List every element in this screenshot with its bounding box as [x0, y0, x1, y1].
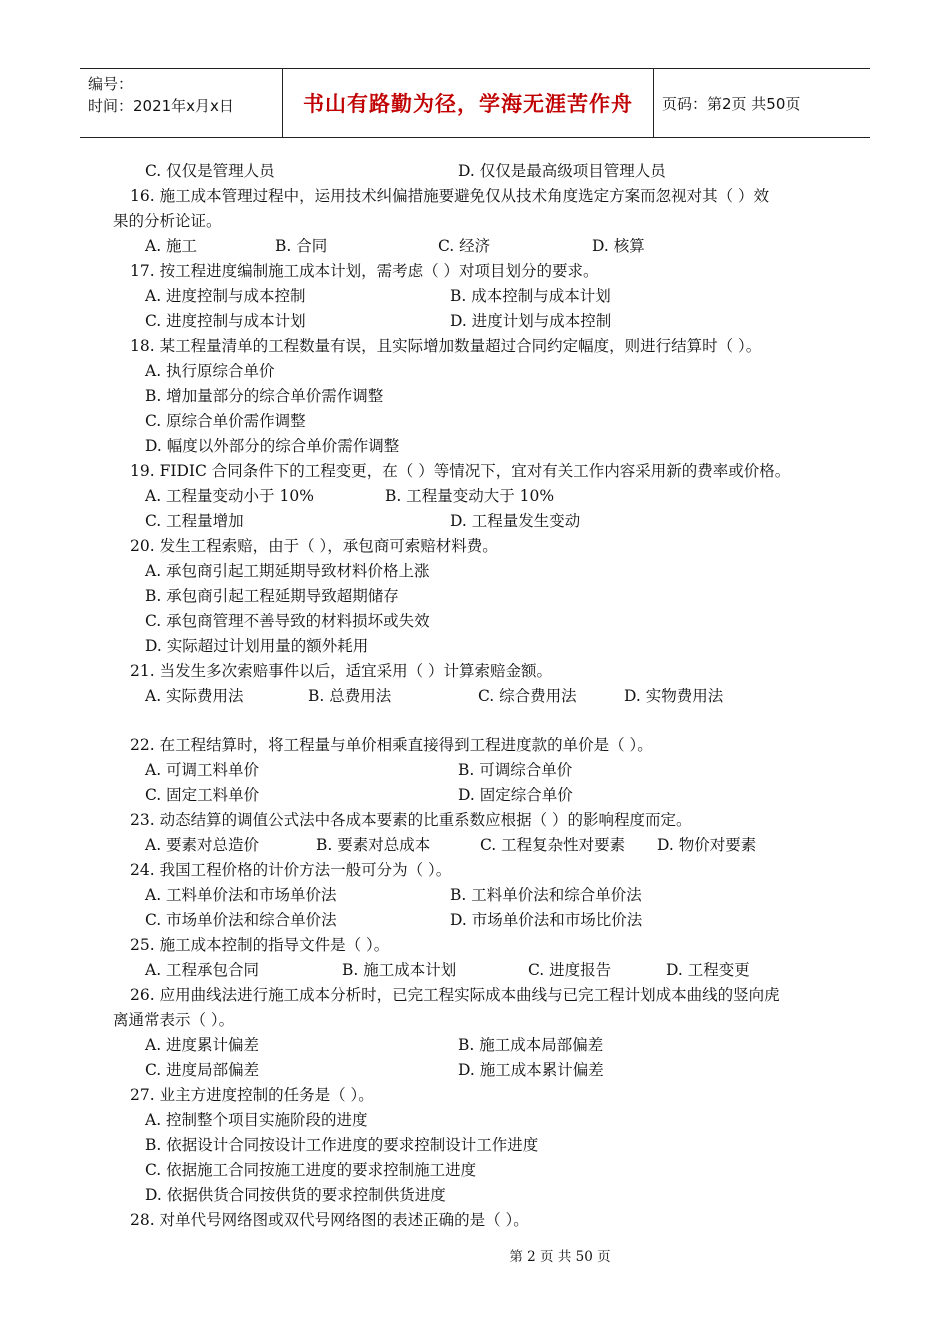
text-line: D. 仅仅是最高级项目管理人员: [458, 162, 666, 180]
text-line: D. 实际超过计划用量的额外耗用: [145, 637, 369, 655]
text-line: C. 工程量增加: [145, 512, 244, 530]
text-line: C. 工程复杂性对要素: [480, 836, 626, 854]
text-line: A. 实际费用法: [145, 687, 244, 705]
text-line: A. 工料单价法和市场单价法: [145, 886, 337, 904]
text-line: C. 经济: [438, 237, 491, 255]
text-line: C. 进度报告: [528, 961, 612, 979]
text-line: D. 工程量发生变动: [450, 512, 581, 530]
text-line: A. 要素对总造价: [145, 836, 260, 854]
text-line: 24. 我国工程价格的计价方法一般可分为（ ）。: [130, 861, 452, 879]
text-line: D. 实物费用法: [624, 687, 724, 705]
text-line: B. 工料单价法和综合单价法: [450, 886, 642, 904]
text-line: A. 施工: [145, 237, 198, 255]
text-line: C. 进度控制与成本计划: [145, 312, 306, 330]
text-line: 17. 按工程进度编制施工成本计划，需考虑（ ）对项目划分的要求。: [130, 262, 599, 280]
text-line: 离通常表示（ ）。: [113, 1011, 235, 1029]
text-line: D. 工程变更: [666, 961, 750, 979]
text-line: D. 固定综合单价: [458, 786, 573, 804]
header-page-cell: [654, 69, 870, 137]
text-line: D. 进度计划与成本控制: [450, 312, 612, 330]
text-line: 26. 应用曲线法进行施工成本分析时，已完工程实际成本曲线与已完工程计划成本曲线的竖向虎: [130, 986, 780, 1004]
text-line: A. 工程承包合同: [145, 961, 260, 979]
text-line: D. 市场单价法和市场比价法: [450, 911, 643, 929]
text-line: C. 承包商管理不善导致的材料损坏或失效: [145, 612, 430, 630]
text-line: C. 固定工料单价: [145, 786, 260, 804]
text-line: 25. 施工成本控制的指导文件是（ ）。: [130, 936, 390, 954]
header-meta-cell: [80, 69, 282, 137]
text-line: A. 控制整个项目实施阶段的进度: [145, 1111, 368, 1129]
text-line: C. 市场单价法和综合单价法: [145, 911, 337, 929]
text-line: B. 工程量变动大于 10%: [385, 487, 555, 505]
page-footer: [0, 1245, 950, 1265]
text-line: A. 工程量变动小于 10%: [145, 487, 314, 505]
text-line: A. 进度累计偏差: [145, 1036, 260, 1054]
text-line: B. 依据设计合同按设计工作进度的要求控制设计工作进度: [145, 1136, 539, 1154]
text-line: 27. 业主方进度控制的任务是（ ）。: [130, 1086, 374, 1104]
footer-page-number: 第 2 页 共 50 页: [509, 1249, 611, 1265]
page-label: 页码：第2页 共50页: [662, 94, 801, 113]
text-line: 23. 动态结算的调值公式法中各成本要素的比重系数应根据（ ）的影响程度而定。: [130, 811, 692, 829]
text-line: D. 施工成本累计偏差: [458, 1061, 604, 1079]
text-line: D. 物价对要素: [657, 836, 757, 854]
text-line: C. 综合费用法: [478, 687, 577, 705]
text-line: 22. 在工程结算时，将工程量与单价相乘直接得到工程进度款的单价是（ ）。: [130, 736, 653, 754]
text-line: A. 进度控制与成本控制: [145, 287, 306, 305]
text-line: C. 依据施工合同按施工进度的要求控制施工进度: [145, 1161, 477, 1179]
text-line: 19. FIDIC 合同条件下的工程变更，在（ ）等情况下，宜对有关工作内容采用新的费率或价格。: [130, 462, 791, 480]
text-line: 18. 某工程量清单的工程数量有误，且实际增加数量超过合同约定幅度，则进行结算时（ ）。: [130, 337, 762, 355]
text-line: D. 核算: [592, 237, 645, 255]
text-line: C. 原综合单价需作调整: [145, 412, 306, 430]
text-line: 28. 对单代号网络图或双代号网络图的表述正确的是（ ）。: [130, 1211, 529, 1229]
header-table: [80, 68, 870, 138]
text-line: 果的分析论证。: [113, 212, 222, 230]
text-line: A. 承包商引起工期延期导致材料价格上涨: [145, 562, 430, 580]
text-line: 20. 发生工程索赔，由于（ ），承包商可索赔材料费。: [130, 537, 498, 555]
time-label: 时间：2021年x月x日: [88, 97, 234, 115]
text-line: B. 合同: [275, 237, 328, 255]
text-line: B. 可调综合单价: [458, 761, 573, 779]
text-line: B. 增加量部分的综合单价需作调整: [145, 387, 384, 405]
text-line: B. 施工成本局部偏差: [458, 1036, 604, 1054]
text-line: B. 施工成本计划: [342, 961, 457, 979]
text-line: D. 依据供货合同按供货的要求控制供货进度: [145, 1186, 446, 1204]
text-line: B. 要素对总成本: [316, 836, 431, 854]
text-line: B. 成本控制与成本计划: [450, 287, 611, 305]
text-line: 16. 施工成本管理过程中，运用技术纠偏措施要避免仅从技术角度选定方案而忽视对其（ ）效: [130, 187, 770, 205]
text-line: 21. 当发生多次索赔事件以后，适宜采用（ ）计算索赔金额。: [130, 662, 553, 680]
header-slogan-cell: [282, 69, 654, 137]
text-line: B. 承包商引起工程延期导致超期储存: [145, 587, 399, 605]
code-label: 编号：: [88, 75, 134, 93]
text-line: D. 幅度以外部分的综合单价需作调整: [145, 437, 400, 455]
text-line: C. 进度局部偏差: [145, 1061, 260, 1079]
text-line: A. 执行原综合单价: [145, 362, 275, 380]
slogan: 书山有路勤为径，学海无涯苦作舟: [303, 92, 633, 116]
text-line: B. 总费用法: [308, 687, 392, 705]
text-line: C. 仅仅是管理人员: [145, 162, 275, 180]
text-line: A. 可调工料单价: [145, 761, 260, 779]
